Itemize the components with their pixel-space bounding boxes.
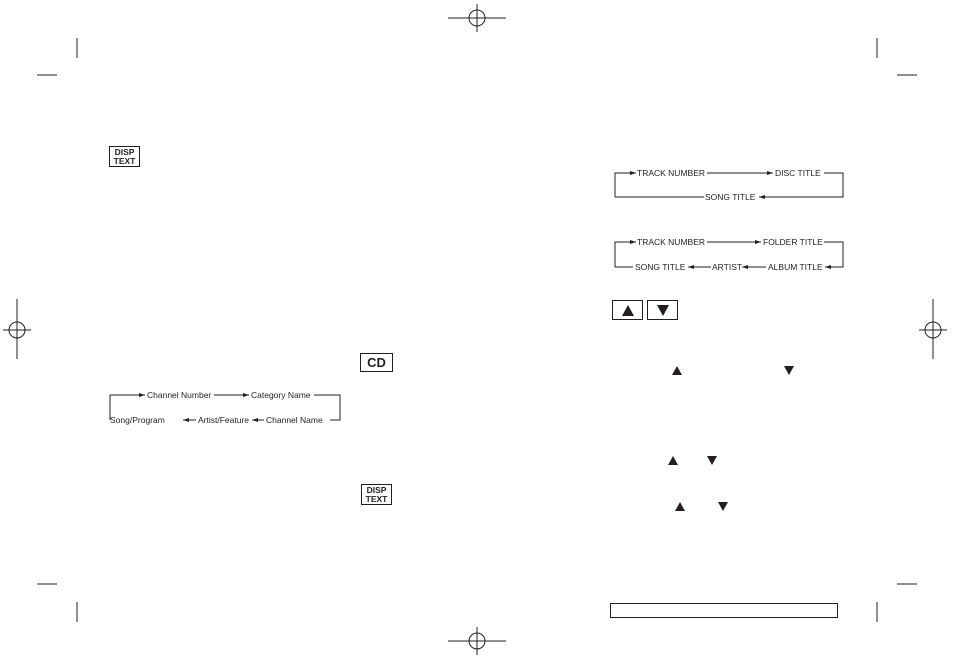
page-footer-box — [610, 603, 838, 618]
mp3-album-title-label: ALBUM TITLE — [768, 262, 823, 272]
text-label-2: TEXT — [365, 494, 388, 504]
cd-song-title-label: SONG TITLE — [705, 192, 756, 202]
text-label: TEXT — [113, 156, 136, 166]
radio-artist-feature-label: Artist/Feature — [198, 415, 250, 425]
down-button — [647, 300, 678, 320]
radio-channel-name-label: Channel Name — [266, 415, 323, 425]
up-triangle-icon — [672, 366, 682, 375]
disp-text-button — [109, 146, 140, 167]
radio-category-name-label: Category Name — [251, 390, 311, 400]
radio-channel-number-label: Channel Number — [147, 390, 212, 400]
cd-track-number-label: TRACK NUMBER — [637, 168, 706, 178]
up-triangle-icon — [675, 502, 685, 511]
mp3-song-title-label: SONG TITLE — [635, 262, 686, 272]
down-triangle-icon — [784, 366, 794, 375]
disp-label: DISP — [114, 147, 135, 157]
mp3-folder-title-label: FOLDER TITLE — [763, 237, 823, 247]
down-triangle-icon — [718, 502, 728, 511]
disp-label-2: DISP — [366, 485, 387, 495]
down-triangle-icon — [707, 456, 717, 465]
mp3-artist-label: ARTIST — [712, 262, 743, 272]
up-button — [612, 300, 643, 320]
cd-disc-title-label: DISC TITLE — [775, 168, 821, 178]
disp-text-button-2 — [361, 484, 392, 505]
cd-label: CD — [367, 355, 386, 370]
up-triangle-icon — [668, 456, 678, 465]
cd-button — [360, 353, 393, 372]
up-triangle-icon — [622, 305, 634, 316]
down-triangle-icon — [657, 305, 669, 316]
mp3-track-number-label: TRACK NUMBER — [637, 237, 706, 247]
radio-song-program-label: Song/Program — [110, 415, 165, 425]
